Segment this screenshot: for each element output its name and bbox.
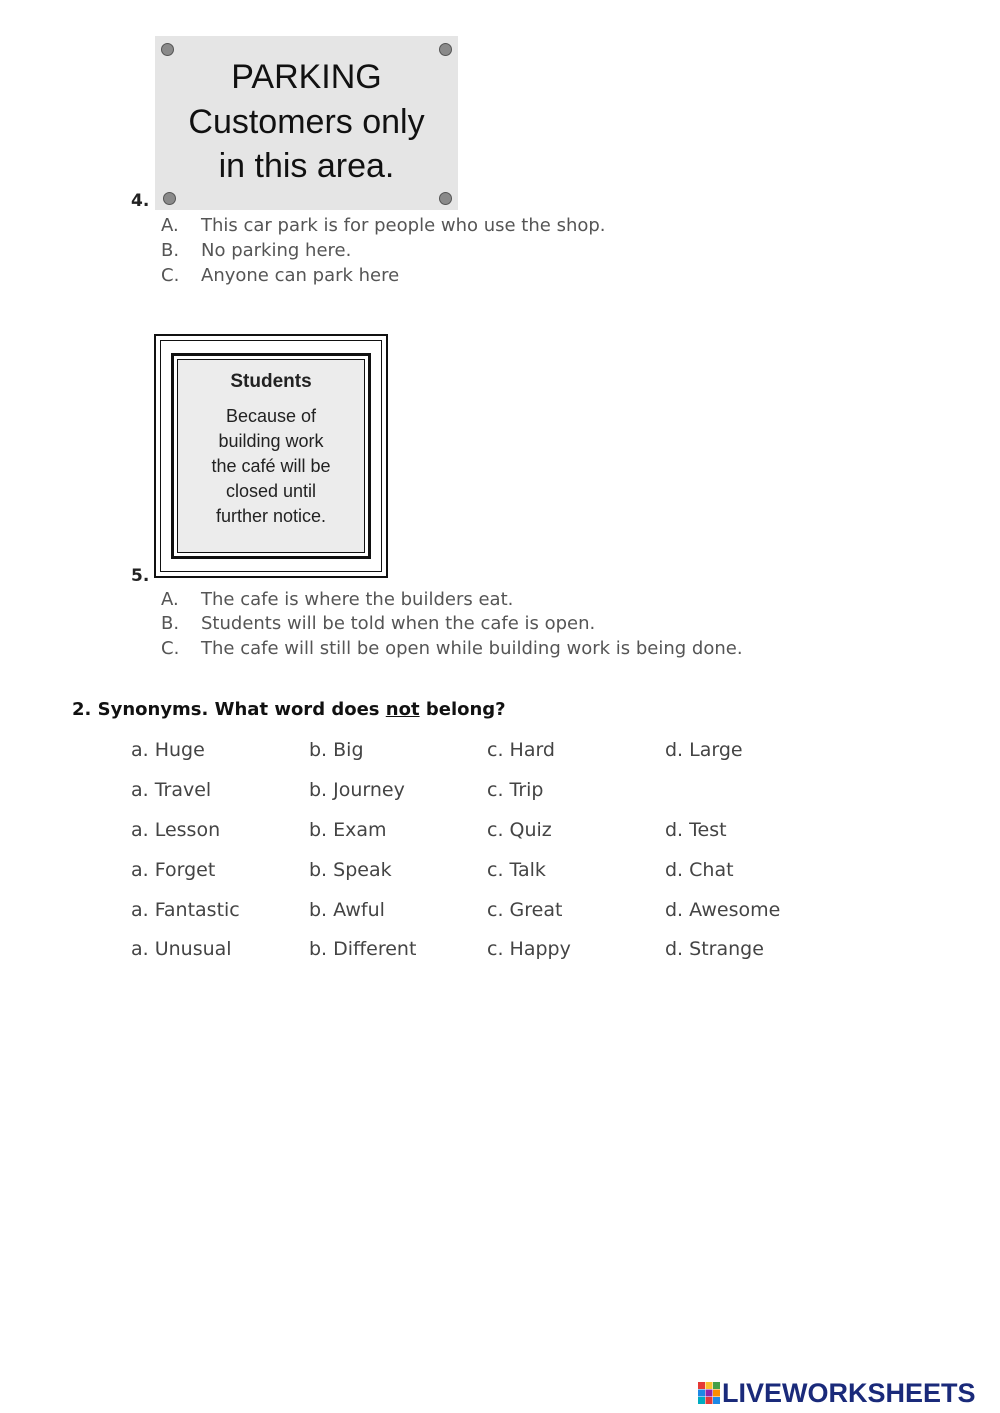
word-option[interactable]: b. Different	[309, 938, 417, 960]
word-option[interactable]: b. Awful	[309, 899, 385, 921]
brand-logo-text: LIVEWORKSHEETS	[722, 1378, 976, 1408]
option-letter: B.	[161, 613, 180, 634]
option-letter: C.	[161, 265, 180, 286]
word-option[interactable]: a. Forget	[131, 859, 216, 881]
sign-line: building work	[218, 431, 324, 451]
question-number: 5.	[131, 566, 150, 586]
option-text: The cafe will still be open while building work is being done.	[201, 638, 743, 659]
option-letter: B.	[161, 240, 180, 261]
parking-sign-image	[155, 36, 458, 210]
option-text: Anyone can park here	[201, 265, 400, 286]
word-option[interactable]: c. Trip	[487, 779, 544, 801]
word-option[interactable]: a. Unusual	[131, 938, 232, 960]
word-option[interactable]: d. Test	[665, 819, 727, 841]
sign-line: Because of	[225, 406, 317, 426]
word-option[interactable]: c. Quiz	[487, 819, 552, 841]
word-option[interactable]: c. Talk	[487, 859, 546, 881]
section-title: 2. Synonyms. What word does not belong?	[72, 699, 506, 720]
sign-line: Customers only	[188, 103, 425, 141]
word-option[interactable]: d. Large	[665, 739, 743, 761]
screw-icon	[439, 192, 452, 205]
word-option[interactable]: a. Huge	[131, 739, 205, 761]
word-option[interactable]: d. Awesome	[665, 899, 781, 921]
option-letter: C.	[161, 638, 180, 659]
option-letter: A.	[161, 215, 179, 236]
word-option[interactable]: a. Travel	[131, 779, 212, 801]
option-letter: A.	[161, 589, 179, 610]
option-text: This car park is for people who use the shop.	[201, 215, 606, 236]
word-option[interactable]: c. Great	[487, 899, 563, 921]
answer-option[interactable]	[161, 612, 861, 636]
word-option[interactable]: d. Strange	[665, 938, 764, 960]
emphasis-word: not	[385, 699, 420, 720]
sign-line: in this area.	[218, 147, 395, 185]
students-sign-image	[154, 334, 388, 578]
option-text: The cafe is where the builders eat.	[201, 589, 514, 610]
answer-option[interactable]	[161, 214, 761, 238]
sign-line: further notice.	[215, 506, 327, 526]
screw-icon	[163, 192, 176, 205]
word-option[interactable]: c. Happy	[487, 938, 571, 960]
answer-option[interactable]	[161, 588, 861, 612]
liveworksheets-logo-icon	[698, 1382, 720, 1404]
word-option[interactable]: c. Hard	[487, 739, 555, 761]
word-option[interactable]: b. Speak	[309, 859, 392, 881]
sign-line: PARKING	[231, 58, 382, 96]
sign-title: Students	[230, 371, 312, 392]
question-number: 4.	[131, 191, 150, 211]
answer-option[interactable]	[161, 264, 761, 288]
word-option[interactable]: a. Lesson	[131, 819, 221, 841]
word-option[interactable]: a. Fantastic	[131, 899, 240, 921]
word-option[interactable]: b. Journey	[309, 779, 405, 801]
sign-line: closed until	[225, 481, 317, 501]
answer-option[interactable]	[161, 239, 761, 263]
answer-option[interactable]	[161, 637, 861, 661]
word-option[interactable]: b. Exam	[309, 819, 387, 841]
word-option[interactable]: b. Big	[309, 739, 364, 761]
word-option[interactable]: d. Chat	[665, 859, 734, 881]
sign-line: the café will be	[211, 456, 331, 476]
option-text: Students will be told when the cafe is open.	[201, 613, 596, 634]
option-text: No parking here.	[201, 240, 352, 261]
